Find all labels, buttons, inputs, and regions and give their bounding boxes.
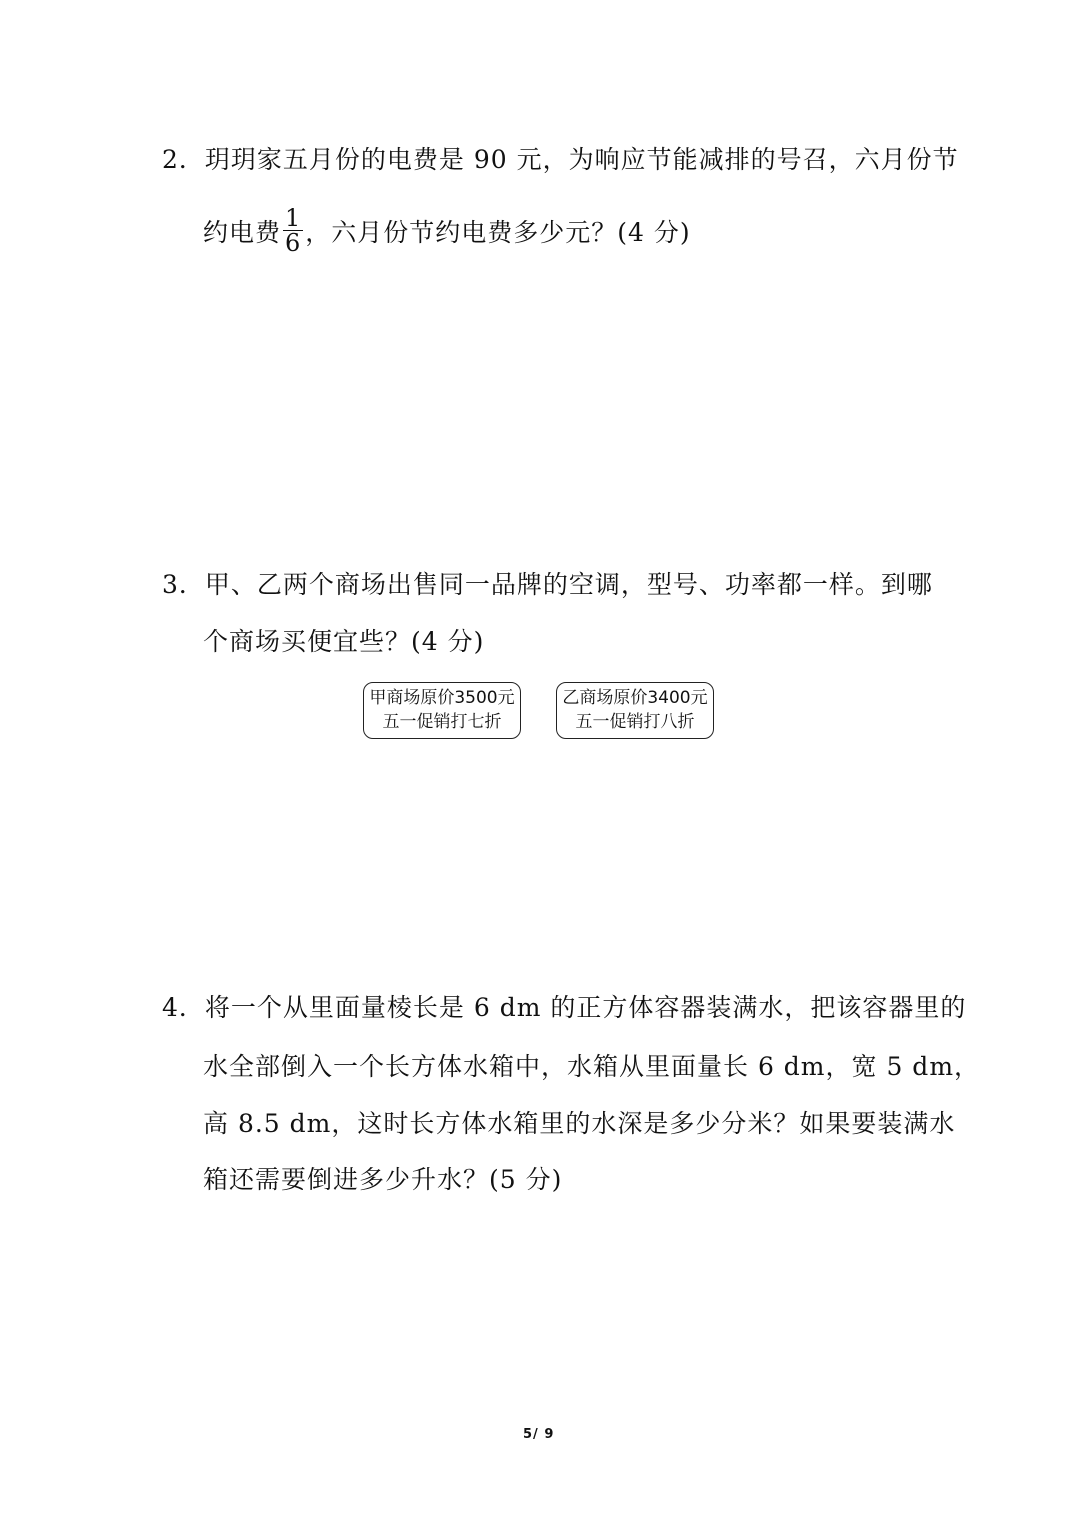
fraction-denominator: 6 [285,229,302,257]
question-3-line-1: 3．甲、乙两个商场出售同一品牌的空调，型号、功率都一样。到哪 [162,570,933,599]
question-4-line-4: 箱还需要倒进多少升水？(5 分) [203,1165,563,1194]
question-2-line-1: 2．玥玥家五月份的电费是 90 元，为响应节能减排的号召，六月份节 [162,145,959,174]
question-2-line-2 [203,204,691,259]
store-a-price-box [363,682,521,739]
fraction-numerator: 1 [285,204,302,232]
question-4-line-1: 4．将一个从里面量棱长是 6 dm 的正方体容器装满水，把该容器里的 [162,993,967,1022]
page-number: 5/ 9 [523,1427,555,1442]
question-2-text-after-fraction: ，六月份节约电费多少元？(4 分) [305,218,691,247]
store-b-promo-text: 五一促销打八折 [575,712,695,732]
store-a-promo-text: 五一促销打七折 [382,712,502,732]
question-4-line-3: 高 8.5 dm，这时长方体水箱里的水深是多少分米？如果要装满水 [203,1109,956,1138]
store-b-price-text: 乙商场原价3400元 [562,688,708,708]
store-b-price-box [556,682,714,739]
question-2-text-before-fraction: 约电费 [203,218,282,247]
store-a-price-text: 甲商场原价3500元 [369,688,515,708]
fraction-one-sixth [283,206,303,255]
question-4-line-2: 水全部倒入一个长方体水箱中，水箱从里面量长 6 dm，宽 5 dm， [203,1052,981,1081]
question-3-line-2: 个商场买便宜些？(4 分) [203,627,485,656]
